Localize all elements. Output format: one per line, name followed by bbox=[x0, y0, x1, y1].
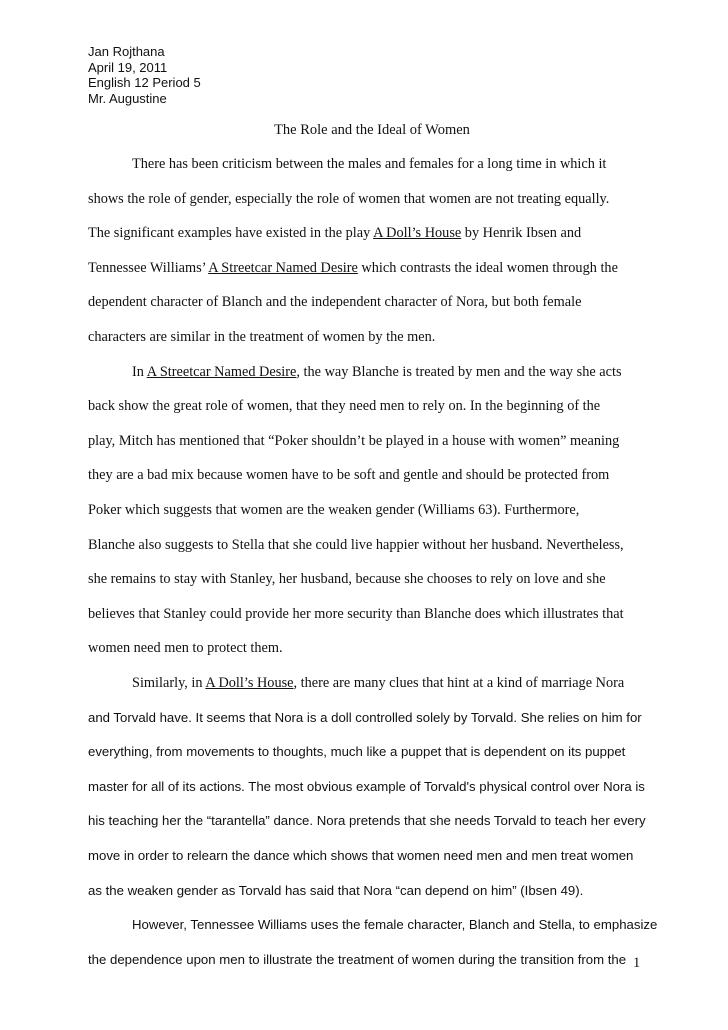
underlined-title: A Streetcar Named Desire bbox=[146, 363, 297, 380]
text-line bbox=[88, 710, 642, 725]
text-line bbox=[88, 606, 624, 623]
text-segment: dependent character of Blanch and the independent character of Nora, but both female bbox=[88, 294, 582, 311]
text-segment: Similarly, in bbox=[132, 675, 206, 691]
text-line bbox=[88, 191, 609, 208]
document-date: April 19, 2011 bbox=[88, 59, 168, 75]
text-line bbox=[88, 779, 645, 794]
text-segment: by Henrik Ibsen and bbox=[461, 225, 582, 242]
text-segment: In bbox=[132, 363, 147, 380]
text-segment: shows the role of gender, especially the role of women that women are not treating equally. bbox=[88, 190, 610, 207]
text-segment: back show the great role of women, that they need men to rely on. In the beginning of the bbox=[88, 398, 601, 415]
text-segment: Tennessee Williams’ bbox=[88, 259, 209, 276]
course-name: English 12 Period 5 bbox=[88, 75, 201, 90]
text-segment: However, Tennessee Williams uses the female character, Blanch and Stella, to emphasize bbox=[132, 917, 658, 933]
text-segment: which contrasts the ideal women through the bbox=[357, 259, 618, 276]
text-segment: women need men to protect them. bbox=[88, 640, 283, 657]
text-line bbox=[132, 156, 606, 173]
text-line bbox=[88, 640, 283, 657]
underlined-title: A Doll’s House bbox=[205, 675, 294, 691]
text-segment: Blanche also suggests to Stella that she could live happier without her husband. Nevertheless, bbox=[88, 536, 624, 553]
text-segment: they are a bad mix because women have to be soft and gentle and should be protected from bbox=[88, 467, 610, 484]
text-line bbox=[88, 537, 624, 554]
text-segment: move in order to relearn the dance which shows that women need men and men treat women bbox=[88, 848, 634, 863]
text-line bbox=[88, 467, 609, 484]
text-line bbox=[88, 433, 619, 450]
text-segment: play, Mitch has mentioned that “Poker shouldn’t be played in a house with women” meaning bbox=[88, 432, 620, 449]
text-line bbox=[88, 260, 618, 277]
text-segment: the dependence upon men to illustrate the treatment of women during the transition from the bbox=[88, 951, 627, 967]
author-name: Jan Rojthana bbox=[88, 44, 165, 59]
text-segment: characters are similar in the treatment of women by the men. bbox=[88, 329, 436, 345]
text-line bbox=[88, 329, 435, 346]
document-title: The Role and the Ideal of Women bbox=[274, 122, 470, 138]
text-line bbox=[88, 848, 633, 863]
text-segment: she remains to stay with Stanley, her husband, because she chooses to rely on love and she bbox=[88, 571, 606, 588]
text-line bbox=[132, 917, 657, 932]
text-segment: as the weaken gender as Torvald has said that Nora “can depend on him” (Ibsen 49). bbox=[88, 882, 584, 898]
text-segment: Poker which suggests that women are the weaken gender (Williams 63). Furthermore, bbox=[88, 502, 580, 518]
text-segment: master for all of its actions. The most obvious example of Torvald's physical control over Nora is bbox=[88, 778, 645, 794]
text-line bbox=[88, 294, 581, 311]
text-line bbox=[88, 502, 579, 519]
teacher-name: Mr. Augustine bbox=[88, 90, 167, 106]
underlined-title: A Doll’s House bbox=[373, 225, 462, 242]
text-line bbox=[88, 744, 625, 759]
text-segment: and Torvald have. It seems that Nora is a doll controlled solely by Torvald. She relies on him for bbox=[88, 709, 642, 725]
text-line bbox=[132, 364, 622, 381]
text-line bbox=[88, 398, 600, 415]
text-line bbox=[88, 571, 606, 588]
text-segment: everything, from movements to thoughts, much like a puppet that is dependent on its puppet bbox=[88, 744, 626, 760]
text-segment: , there are many clues that hint at a kind of marriage Nora bbox=[293, 675, 625, 691]
page-number: 1 bbox=[633, 955, 641, 971]
document-title-wrapper bbox=[0, 122, 728, 139]
text-segment: believes that Stanley could provide her more security than Blanche does which illustrates that bbox=[88, 605, 624, 622]
text-segment: The significant examples have existed in the play bbox=[88, 225, 374, 242]
text-line bbox=[132, 675, 624, 692]
text-line bbox=[88, 883, 583, 898]
text-line bbox=[88, 952, 626, 967]
text-line bbox=[88, 813, 646, 828]
text-line bbox=[88, 225, 581, 242]
underlined-title: A Streetcar Named Desire bbox=[208, 259, 358, 276]
text-segment: There has been criticism between the males and females for a long time in which it bbox=[132, 156, 607, 172]
text-segment: , the way Blanche is treated by men and the way she acts bbox=[296, 363, 622, 380]
text-segment: his teaching her the “tarantella” dance. Nora pretends that she needs Torvald to teach her every bbox=[88, 813, 646, 829]
document-header bbox=[88, 44, 201, 106]
